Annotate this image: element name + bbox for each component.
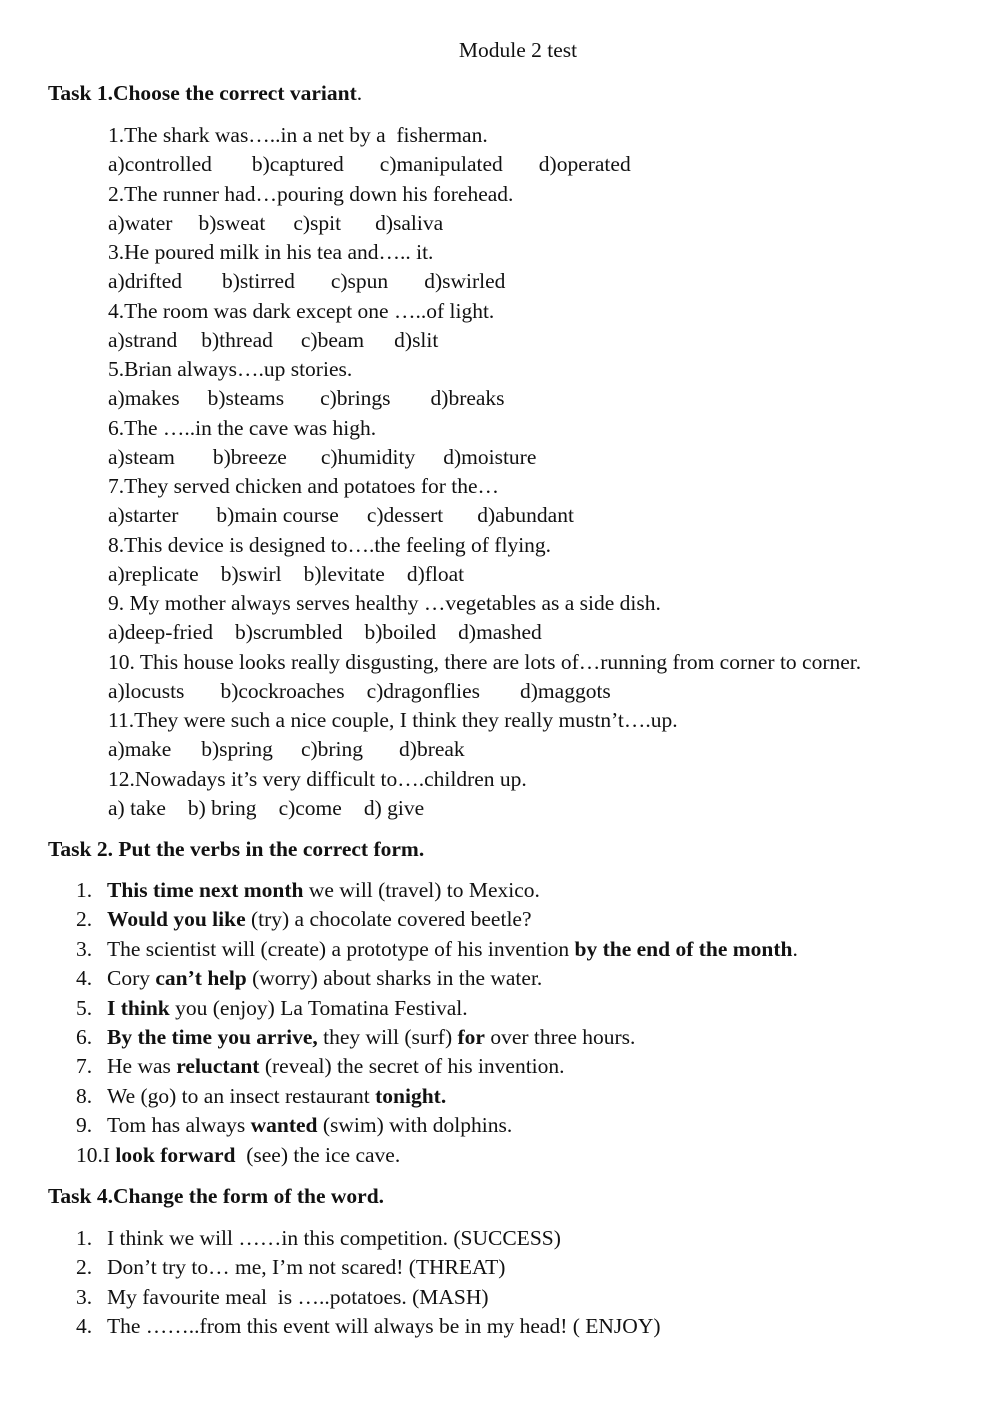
item-text: (see) the ice cave. (235, 1142, 401, 1167)
answer-option: a) take (108, 795, 166, 820)
bold-keyword: This time next month (107, 878, 304, 902)
item-text: (try) a chocolate covered beetle? (245, 907, 532, 932)
answer-option: b)thread (201, 327, 273, 352)
answer-options-row (108, 501, 861, 530)
item-text: (worry) about sharks in the water. (246, 966, 543, 991)
answer-options-row (108, 209, 861, 238)
item-text: (swim) with dolphins. (317, 1113, 513, 1138)
item-text: we will (travel) to Mexico. (303, 878, 540, 902)
answer-option: d)breaks (430, 386, 505, 411)
bold-keyword: By the time you arrive, (107, 1024, 318, 1049)
item-number: 8. (76, 1083, 93, 1108)
answer-option: d) give (363, 795, 425, 820)
item-number: 6. (76, 1024, 93, 1049)
page-title: Module 2 test (458, 38, 578, 62)
task2-item-list (76, 876, 798, 1170)
task2-item (76, 905, 798, 934)
answer-option: a)drifted (108, 269, 183, 294)
answer-option: d)slit (394, 327, 439, 352)
question-text: 5.Brian always….up stories. (108, 357, 353, 381)
item-number: 10. (76, 1142, 103, 1167)
item-number: 9. (76, 1113, 93, 1138)
item-number: 1. (76, 878, 93, 902)
answer-option: c)come (278, 795, 342, 820)
task4-item (76, 1253, 661, 1282)
answer-option: b)sweat (198, 210, 266, 235)
item-number: 1. (76, 1226, 93, 1250)
question-text: 11.They were such a nice couple, I think they really mustn’t….up. (108, 708, 678, 732)
answer-option: d)mashed (458, 620, 542, 645)
item-text: I (102, 1142, 116, 1167)
answer-option: d)break (399, 737, 465, 762)
item-text: The scientist will (create) a prototype of his invention (107, 936, 575, 961)
answer-option: b)breeze (212, 444, 287, 469)
item-text: Tom has always (107, 1113, 251, 1138)
answer-option: c)spit (293, 210, 342, 235)
answer-options-row (108, 384, 861, 413)
answer-option: a)strand (108, 327, 178, 352)
answer-option: c)bring (300, 737, 364, 762)
task2-heading: Task 2. Put the verbs in the correct form. (48, 837, 425, 861)
answer-option: d)moisture (443, 444, 537, 469)
task2-item (76, 876, 798, 905)
answer-option: c)spun (330, 269, 389, 294)
task1-heading (48, 80, 362, 106)
task2-item (76, 1023, 798, 1052)
answer-option: b)swirl (220, 561, 282, 586)
answer-options-row (108, 677, 861, 706)
item-text: they will (surf) (317, 1024, 458, 1049)
item-number: 7. (76, 1054, 93, 1079)
item-text: The ……..from this event will always be in my head! ( ENJOY) (107, 1314, 661, 1339)
bold-keyword: look forward (115, 1142, 236, 1167)
item-text: We (go) to an insect restaurant (107, 1083, 376, 1108)
answer-options-row (108, 794, 861, 823)
item-text: Don’t try to… me, I’m not scared! (THREAT) (107, 1255, 506, 1280)
item-number: 3. (76, 1284, 93, 1309)
answer-option: c)manipulated (379, 152, 503, 177)
answer-option: d)abundant (477, 503, 574, 528)
item-text: over three hours. (484, 1024, 636, 1049)
question-text: 1.The shark was…..in a net by a fisherman. (108, 123, 488, 147)
question-text: 10. This house looks really disgusting, there are lots of…running from corner to corner. (108, 649, 862, 674)
item-text: (reveal) the secret of his invention. (259, 1054, 565, 1079)
task4-item (76, 1224, 661, 1253)
question-text: 3.He poured milk in his tea and….. it. (108, 240, 434, 264)
task2-item (76, 1082, 798, 1111)
answer-option: d)maggots (520, 678, 611, 703)
task2-item (76, 1052, 798, 1081)
item-number: 5. (76, 995, 93, 1020)
answer-option: b) bring (187, 795, 257, 820)
bold-keyword: I think (107, 995, 170, 1020)
task2-item (76, 964, 798, 993)
task2-item (76, 1141, 798, 1170)
answer-option: d)saliva (375, 210, 444, 235)
bold-keyword: Would you like (107, 907, 246, 932)
question-text: 6.The …..in the cave was high. (108, 415, 377, 440)
answer-option: a)deep-fried (108, 620, 214, 645)
answer-option: c)humidity (320, 444, 416, 469)
answer-option: d)swirled (424, 269, 506, 294)
item-text: He was (107, 1054, 177, 1079)
question-text: 7.They served chicken and potatoes for the… (108, 474, 500, 498)
answer-option: a)starter (108, 503, 179, 528)
item-number: 2. (76, 1255, 93, 1280)
answer-option: b)steams (207, 386, 285, 411)
item-number: 4. (76, 1314, 93, 1339)
answer-options-row (108, 735, 861, 764)
item-text: I think we will ……in this competition. (SUCCESS) (107, 1226, 561, 1250)
bold-keyword: by the end of the month (574, 936, 793, 961)
answer-option: b)captured (251, 152, 344, 177)
question-text: 12.Nowadays it’s very difficult to….children up. (108, 766, 527, 791)
answer-option: b)cockroaches (220, 678, 345, 703)
answer-option: a)make (108, 737, 172, 762)
answer-options-row (108, 618, 861, 647)
question-text: 4.The room was dark except one …..of light. (108, 298, 495, 323)
answer-option: b)main course (216, 503, 339, 528)
task4-item (76, 1312, 661, 1341)
answer-option: a)locusts (108, 678, 185, 703)
answer-options-row (108, 150, 861, 179)
answer-option: c)brings (320, 386, 391, 411)
task2-item (76, 1111, 798, 1140)
answer-option: b)scrumbled (235, 620, 343, 645)
question-text: 8.This device is designed to….the feeling of flying. (108, 532, 552, 557)
task4-heading: Task 4.Change the form of the word. (48, 1184, 385, 1208)
bold-keyword: can’t help (155, 966, 247, 991)
answer-option: b)levitate (303, 561, 385, 586)
task2-item (76, 935, 798, 964)
answer-option: a)makes (108, 386, 180, 411)
item-text: you (enjoy) La Tomatina Festival. (169, 995, 468, 1020)
answer-options-row (108, 267, 861, 296)
task1-question-list (108, 121, 861, 823)
task2-item (76, 994, 798, 1023)
answer-option: b)stirred (222, 269, 295, 294)
item-text: Cory (107, 966, 156, 991)
item-text: . (792, 936, 798, 961)
task1-heading-period: . (356, 81, 363, 105)
answer-option: a)water (108, 210, 173, 235)
task4-item-list (76, 1224, 661, 1342)
question-text: 9. My mother always serves healthy …vegetables as a side dish. (108, 591, 661, 615)
question-text: 2.The runner had…pouring down his forehead. (108, 181, 514, 206)
item-text: My favourite meal is …..potatoes. (MASH) (107, 1284, 489, 1309)
item-number: 3. (76, 936, 93, 961)
answer-option: d)float (406, 561, 465, 586)
bold-keyword: wanted (250, 1113, 318, 1138)
answer-option: b)boiled (364, 620, 437, 645)
answer-options-row (108, 326, 861, 355)
answer-options-row (108, 560, 861, 589)
answer-option: a)steam (108, 444, 175, 469)
answer-options-row (108, 443, 861, 472)
bold-keyword: reluctant (176, 1054, 260, 1079)
answer-option: a)controlled (108, 152, 212, 177)
item-number: 4. (76, 966, 93, 991)
task4-item (76, 1283, 661, 1312)
answer-option: c)dragonflies (366, 678, 481, 703)
bold-keyword: for (457, 1024, 485, 1049)
answer-option: b)spring (201, 737, 273, 762)
bold-keyword: tonight. (375, 1083, 447, 1108)
task1-heading-text: Task 1.Choose the correct variant (48, 81, 357, 105)
answer-option: c)dessert (366, 503, 444, 528)
answer-option: c)beam (300, 327, 365, 352)
answer-option: a)replicate (108, 561, 199, 586)
item-number: 2. (76, 907, 93, 932)
answer-option: d)operated (538, 152, 631, 177)
